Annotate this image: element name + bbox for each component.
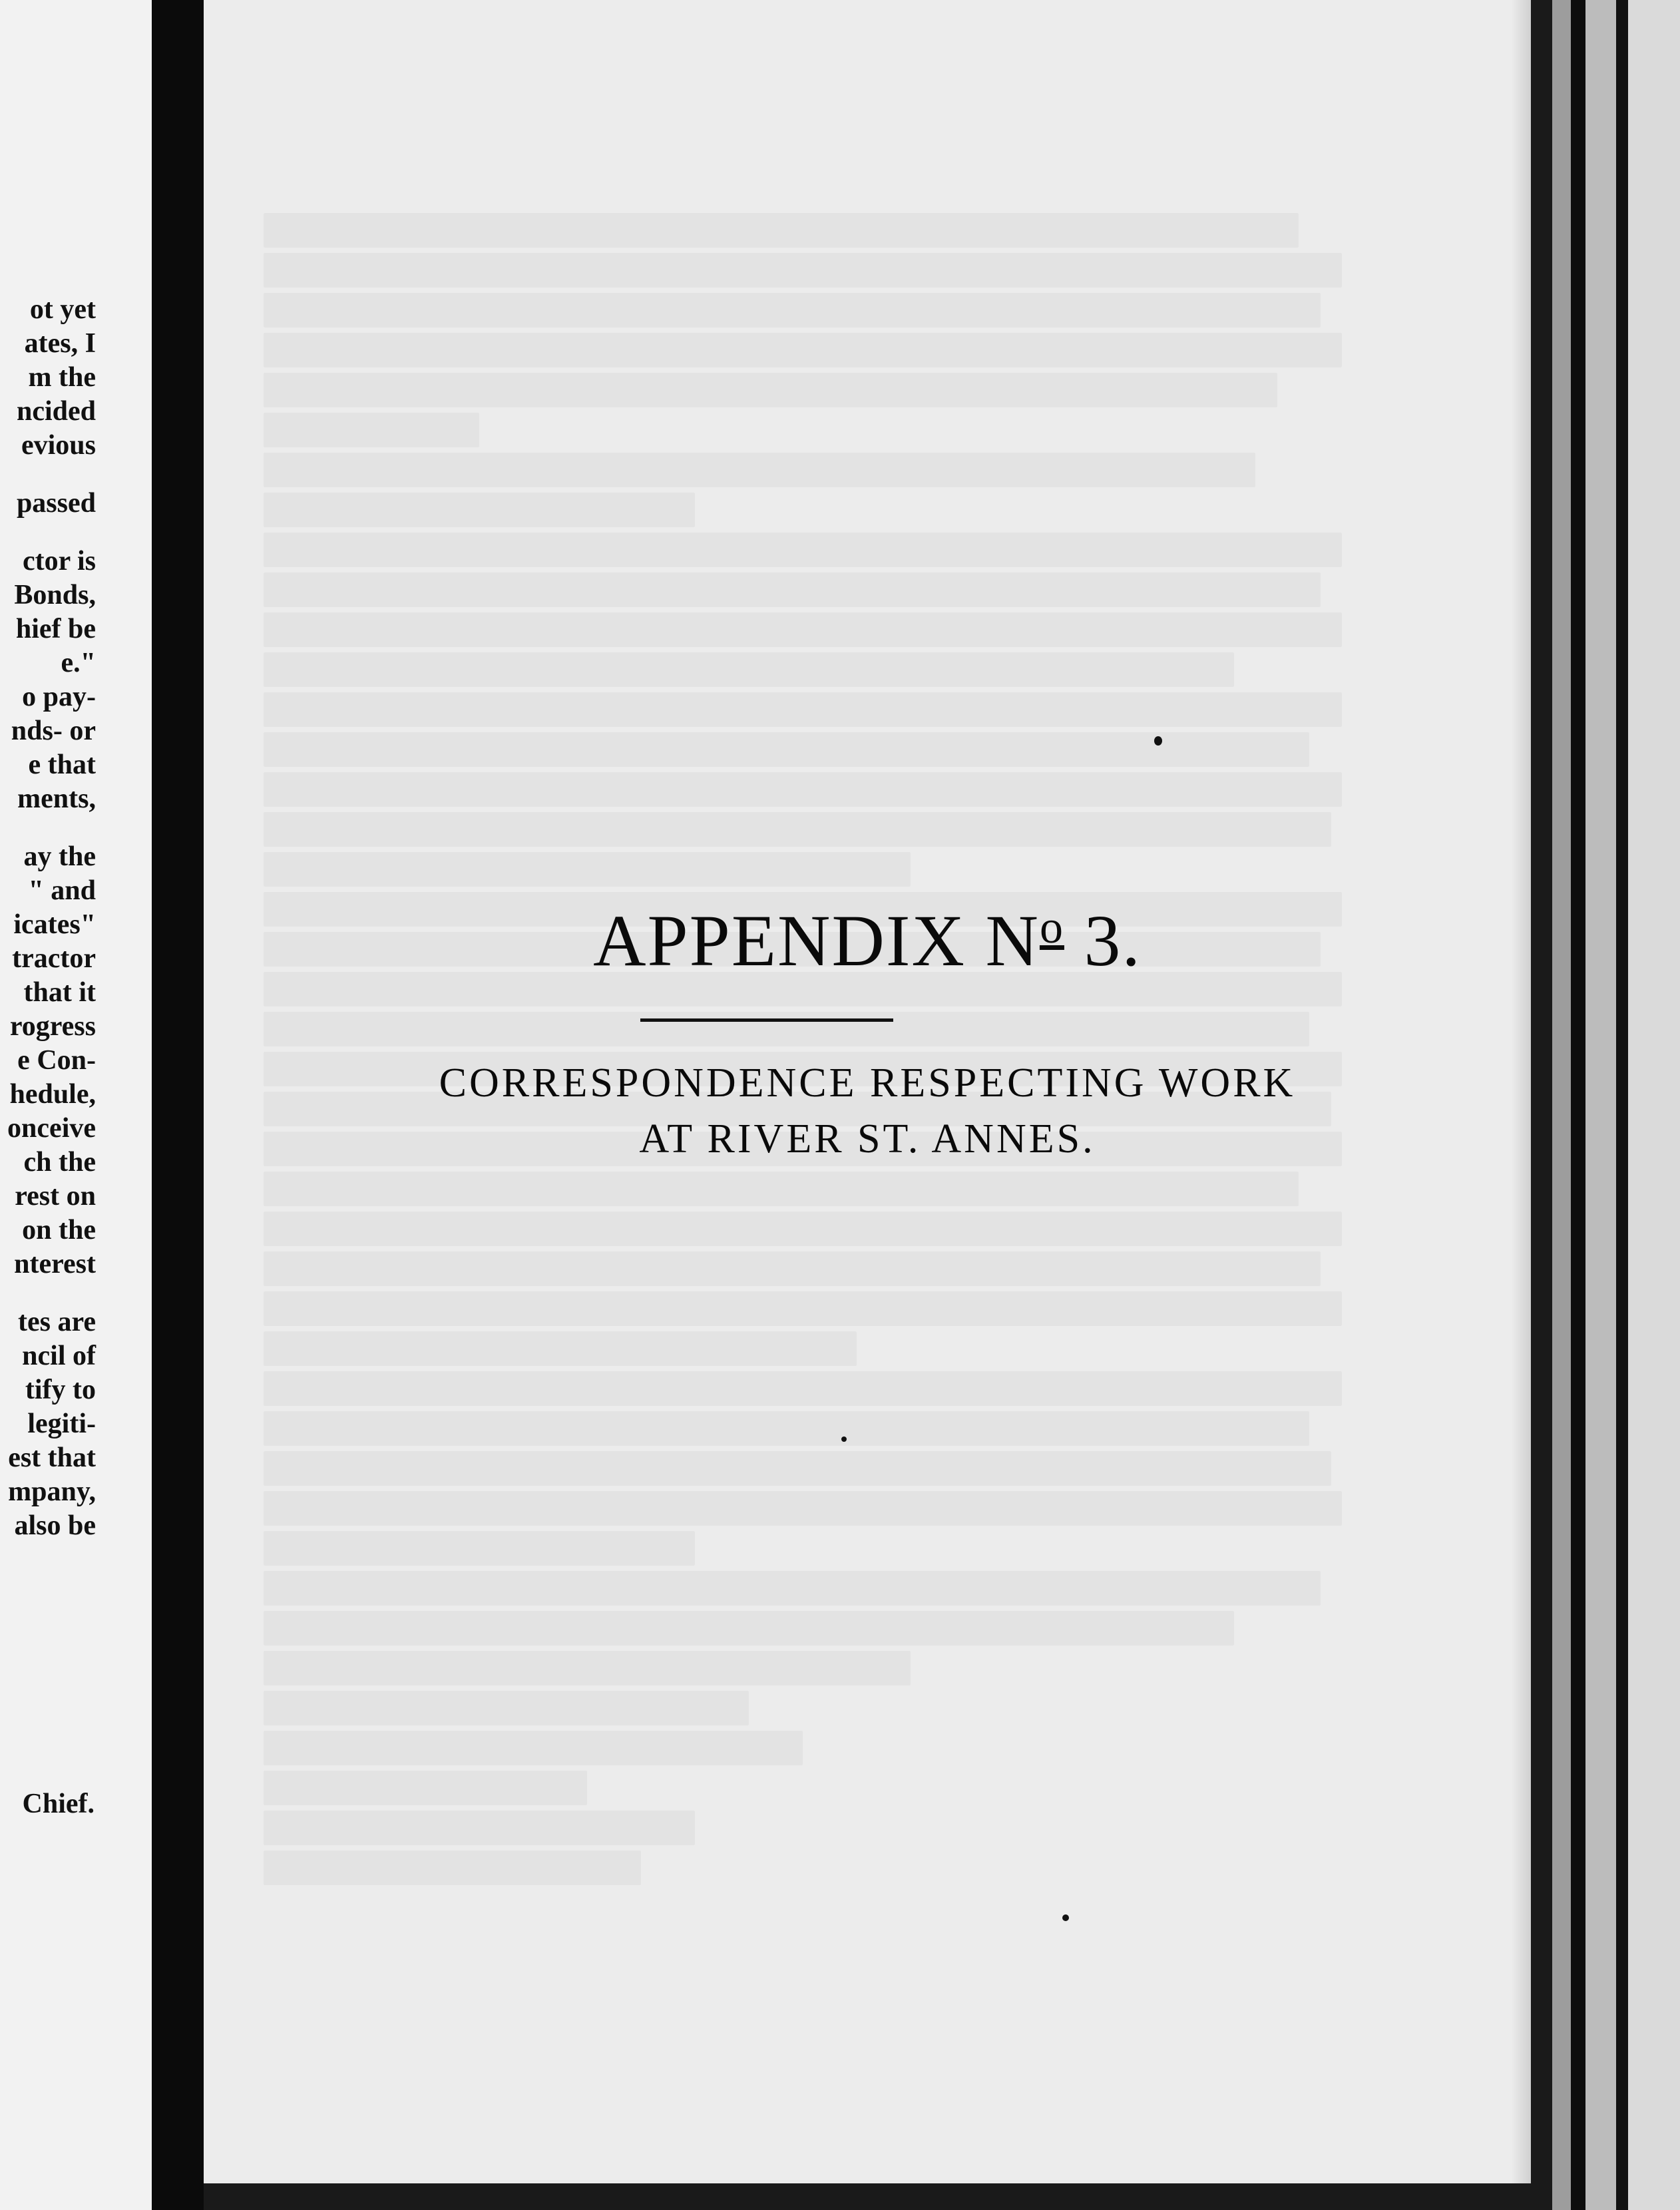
left-line: ncided — [16, 396, 96, 427]
left-line: e." — [61, 648, 96, 678]
left-line-gap — [7, 1281, 96, 1305]
left-line: also be — [14, 1510, 96, 1541]
left-line: that it — [23, 977, 96, 1008]
left-line: legiti- — [27, 1409, 96, 1439]
left-line: on the — [22, 1215, 96, 1245]
left-line: est that — [8, 1442, 96, 1473]
left-line: e Con- — [17, 1045, 96, 1076]
left-line: onceive — [7, 1113, 96, 1144]
left-line: ot yet — [29, 294, 96, 325]
left-line: ments, — [17, 783, 96, 814]
left-line: m the — [28, 362, 96, 393]
page-stack-edge — [1616, 0, 1628, 2210]
page-stack-edge — [1571, 0, 1585, 2210]
left-line: o pay- — [22, 682, 96, 712]
page-stack-edge — [1585, 0, 1616, 2210]
appendix-title-number: 3. — [1064, 900, 1142, 981]
left-line: nterest — [14, 1249, 96, 1279]
left-page-text — [7, 293, 96, 1543]
bleed-through-text — [264, 213, 1342, 1890]
left-line: passed — [16, 488, 96, 519]
left-line: Bonds, — [14, 580, 96, 610]
left-line: tes are — [18, 1307, 96, 1337]
left-page-fragment — [0, 0, 152, 2210]
left-line-gap — [7, 816, 96, 840]
left-line-gap — [7, 463, 96, 487]
left-line: tify to — [25, 1375, 96, 1405]
left-line: ay the — [23, 841, 96, 872]
left-line: ates, I — [24, 328, 96, 359]
left-line: ch the — [23, 1147, 96, 1178]
left-line: tractor — [12, 943, 96, 974]
appendix-title-text: APPENDIX N — [593, 900, 1040, 981]
appendix-title — [204, 899, 1531, 983]
main-page — [204, 0, 1531, 2183]
appendix-subtitle — [204, 1055, 1531, 1167]
page-stack-edge — [1552, 0, 1571, 2210]
book-gutter — [152, 0, 204, 2210]
left-line: " and — [28, 875, 96, 906]
left-line: hedule, — [9, 1079, 96, 1110]
ink-speck — [841, 1436, 847, 1442]
title-rule — [640, 1018, 893, 1022]
left-line-gap — [7, 521, 96, 545]
left-page-signature: Chief. — [22, 1789, 95, 1819]
page-stack-edge — [1531, 0, 1552, 2210]
left-line: nds- or — [11, 716, 96, 746]
subtitle-line-1: CORRESPONDENCE RESPECTING WORK — [439, 1060, 1296, 1106]
left-line: mpany, — [8, 1476, 96, 1507]
page-stack-edge — [1628, 0, 1680, 2210]
left-line: rest on — [15, 1181, 96, 1212]
bottom-edge — [204, 2183, 1531, 2210]
page-edge-shadow — [1511, 0, 1531, 2183]
ink-speck — [1062, 1914, 1069, 1921]
subtitle-line-2: AT RIVER ST. ANNES. — [639, 1116, 1096, 1162]
left-line: hief be — [15, 614, 96, 644]
ink-speck — [1154, 736, 1162, 746]
left-line: ctor is — [22, 546, 96, 576]
left-line: evious — [21, 430, 96, 461]
left-line: icates" — [13, 909, 96, 940]
left-line: e that — [28, 750, 96, 780]
left-line: rogress — [9, 1011, 96, 1042]
left-line: ncil of — [22, 1341, 96, 1371]
appendix-title-superscript: o — [1039, 902, 1064, 953]
